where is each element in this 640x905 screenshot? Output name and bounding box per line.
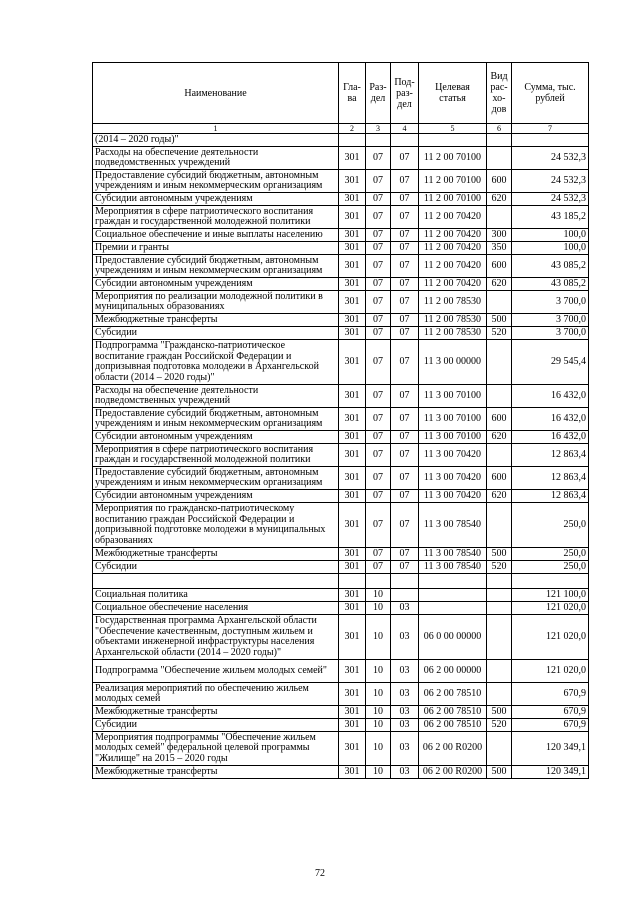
cell-chapter: 301	[339, 408, 366, 431]
column-number: 2	[339, 124, 366, 134]
cell-subsection: 03	[391, 602, 419, 615]
cell-name: Межбюджетные трансферты	[93, 766, 339, 779]
table-row	[93, 706, 589, 719]
cell-name: Субсидии	[93, 719, 339, 732]
cell-target: 06 2 00 R0200	[419, 766, 487, 779]
cell-amount: 3 700,0	[512, 291, 589, 314]
table-row	[93, 561, 589, 574]
table-row	[93, 467, 589, 490]
cell-subsection: 07	[391, 561, 419, 574]
cell-target	[419, 602, 487, 615]
table-row	[93, 431, 589, 444]
cell-amount: 100,0	[512, 229, 589, 242]
cell-expense-type	[487, 147, 512, 170]
cell-name: Предоставление субсидий бюджетным, автономным учреждениям и иным некоммерческим организациям	[93, 255, 339, 278]
cell-name: Межбюджетные трансферты	[93, 314, 339, 327]
cell-chapter: 301	[339, 503, 366, 548]
cell-section: 07	[366, 193, 391, 206]
cell-section: 10	[366, 615, 391, 660]
cell-expense-type: 600	[487, 170, 512, 193]
cell-expense-type: 300	[487, 229, 512, 242]
page-number: 72	[315, 868, 325, 879]
cell-amount: 250,0	[512, 548, 589, 561]
cell-section: 10	[366, 719, 391, 732]
cell-name: Субсидии автономным учреждениям	[93, 490, 339, 503]
cell-expense-type	[487, 683, 512, 706]
table-row	[93, 340, 589, 385]
table-row	[93, 278, 589, 291]
cell-amount: 670,9	[512, 683, 589, 706]
cell-subsection: 03	[391, 683, 419, 706]
cell-chapter: 301	[339, 766, 366, 779]
column-header-expense-type: Вид рас-хо-дов	[487, 63, 512, 124]
cell-subsection: 07	[391, 278, 419, 291]
table-row	[93, 408, 589, 431]
cell-expense-type: 620	[487, 431, 512, 444]
cell-amount: 250,0	[512, 503, 589, 548]
cell-section: 10	[366, 706, 391, 719]
cell-target: 11 3 00 70100	[419, 385, 487, 408]
cell-expense-type: 500	[487, 314, 512, 327]
cell-chapter	[339, 134, 366, 147]
cell-target: 11 2 00 70420	[419, 229, 487, 242]
cell-section: 10	[366, 660, 391, 683]
cell-expense-type: 600	[487, 255, 512, 278]
cell-target: 11 2 00 70100	[419, 193, 487, 206]
budget-table	[92, 62, 589, 779]
cell-expense-type	[487, 732, 512, 766]
cell-section: 07	[366, 408, 391, 431]
cell-subsection: 07	[391, 385, 419, 408]
cell-amount: 43 185,2	[512, 206, 589, 229]
cell-chapter: 301	[339, 719, 366, 732]
column-header-target: Целевая статья	[419, 63, 487, 124]
cell-chapter: 301	[339, 255, 366, 278]
cell-section: 07	[366, 147, 391, 170]
cell-target: 11 3 00 78540	[419, 561, 487, 574]
table-row	[93, 242, 589, 255]
table-row	[93, 229, 589, 242]
cell-expense-type	[487, 134, 512, 147]
cell-section: 10	[366, 589, 391, 602]
cell-amount: 121 020,0	[512, 660, 589, 683]
cell-section: 07	[366, 340, 391, 385]
cell-amount: 250,0	[512, 561, 589, 574]
cell-expense-type	[487, 660, 512, 683]
table-row	[93, 147, 589, 170]
cell-target	[419, 574, 487, 589]
cell-section: 07	[366, 431, 391, 444]
table-row	[93, 314, 589, 327]
cell-expense-type	[487, 574, 512, 589]
cell-subsection	[391, 574, 419, 589]
cell-target: 11 2 00 78530	[419, 314, 487, 327]
cell-chapter: 301	[339, 615, 366, 660]
cell-subsection: 03	[391, 719, 419, 732]
cell-section: 07	[366, 242, 391, 255]
table-row	[93, 170, 589, 193]
cell-target: 11 2 00 70100	[419, 147, 487, 170]
column-header-name: Наименование	[93, 63, 339, 124]
cell-subsection: 07	[391, 242, 419, 255]
cell-subsection: 07	[391, 147, 419, 170]
cell-amount: 12 863,4	[512, 490, 589, 503]
cell-chapter: 301	[339, 561, 366, 574]
cell-section: 07	[366, 503, 391, 548]
cell-section: 07	[366, 291, 391, 314]
table-row	[93, 327, 589, 340]
cell-amount: 43 085,2	[512, 278, 589, 291]
cell-subsection: 07	[391, 467, 419, 490]
cell-amount: 121 020,0	[512, 602, 589, 615]
cell-name: Мероприятия по реализации молодежной политики в муниципальных образованиях	[93, 291, 339, 314]
cell-expense-type: 620	[487, 193, 512, 206]
cell-target: 06 2 00 78510	[419, 683, 487, 706]
cell-chapter: 301	[339, 683, 366, 706]
table-row	[93, 444, 589, 467]
cell-subsection: 07	[391, 548, 419, 561]
cell-amount: 100,0	[512, 242, 589, 255]
cell-name: Премии и гранты	[93, 242, 339, 255]
cell-name: Государственная программа Архангельской области "Обеспечение качественным, доступным жильем и объектами инженерной инфраструктуры населения Архангельской области (2014 – 2020 годы)"	[93, 615, 339, 660]
cell-chapter: 301	[339, 291, 366, 314]
table-row	[93, 574, 589, 589]
cell-target: 11 2 00 70420	[419, 206, 487, 229]
table-row	[93, 206, 589, 229]
cell-amount: 16 432,0	[512, 431, 589, 444]
table-row	[93, 255, 589, 278]
cell-subsection: 07	[391, 206, 419, 229]
cell-expense-type: 500	[487, 548, 512, 561]
cell-amount: 12 863,4	[512, 467, 589, 490]
cell-expense-type	[487, 385, 512, 408]
cell-subsection: 07	[391, 431, 419, 444]
cell-name: Предоставление субсидий бюджетным, автономным учреждениям и иным некоммерческим организациям	[93, 467, 339, 490]
cell-chapter: 301	[339, 206, 366, 229]
cell-name: Предоставление субсидий бюджетным, автономным учреждениям и иным некоммерческим организациям	[93, 408, 339, 431]
cell-name: Расходы на обеспечение деятельности подведомственных учреждений	[93, 385, 339, 408]
cell-section: 10	[366, 732, 391, 766]
cell-chapter: 301	[339, 548, 366, 561]
cell-name	[93, 574, 339, 589]
cell-amount: 3 700,0	[512, 327, 589, 340]
cell-expense-type: 350	[487, 242, 512, 255]
cell-amount: 121 100,0	[512, 589, 589, 602]
cell-name: Субсидии автономным учреждениям	[93, 431, 339, 444]
column-number: 3	[366, 124, 391, 134]
cell-name: Субсидии автономным учреждениям	[93, 278, 339, 291]
cell-subsection: 07	[391, 327, 419, 340]
cell-subsection	[391, 134, 419, 147]
cell-name: Субсидии	[93, 561, 339, 574]
cell-subsection: 07	[391, 314, 419, 327]
cell-amount: 29 545,4	[512, 340, 589, 385]
cell-chapter: 301	[339, 385, 366, 408]
cell-subsection: 03	[391, 732, 419, 766]
cell-target: 11 2 00 70420	[419, 255, 487, 278]
cell-amount: 670,9	[512, 719, 589, 732]
table-row	[93, 766, 589, 779]
cell-section: 10	[366, 683, 391, 706]
cell-subsection: 07	[391, 170, 419, 193]
cell-subsection: 03	[391, 660, 419, 683]
cell-amount: 16 432,0	[512, 408, 589, 431]
cell-chapter: 301	[339, 242, 366, 255]
cell-expense-type: 520	[487, 327, 512, 340]
table-body	[93, 134, 589, 779]
cell-name: Мероприятия подпрограммы "Обеспечение жильем молодых семей" федеральной целевой программы "Жилище" на 2015 – 2020 годы	[93, 732, 339, 766]
cell-chapter: 301	[339, 490, 366, 503]
cell-chapter: 301	[339, 193, 366, 206]
cell-chapter: 301	[339, 660, 366, 683]
cell-name: Мероприятия в сфере патриотического воспитания граждан и государственной молодежной политики	[93, 206, 339, 229]
cell-expense-type	[487, 602, 512, 615]
table-row	[93, 385, 589, 408]
table-row	[93, 719, 589, 732]
cell-chapter: 301	[339, 327, 366, 340]
cell-chapter: 301	[339, 170, 366, 193]
cell-name: Подпрограмма "Обеспечение жильем молодых семей"	[93, 660, 339, 683]
cell-target: 11 3 00 70420	[419, 467, 487, 490]
cell-expense-type: 620	[487, 278, 512, 291]
header-row	[93, 63, 589, 124]
cell-name: (2014 – 2020 годы)"	[93, 134, 339, 147]
cell-name: Субсидии	[93, 327, 339, 340]
cell-expense-type	[487, 340, 512, 385]
cell-subsection: 07	[391, 255, 419, 278]
cell-target: 11 3 00 00000	[419, 340, 487, 385]
cell-section: 07	[366, 314, 391, 327]
cell-chapter: 301	[339, 278, 366, 291]
cell-chapter	[339, 574, 366, 589]
cell-name: Межбюджетные трансферты	[93, 548, 339, 561]
cell-chapter: 301	[339, 444, 366, 467]
cell-expense-type: 600	[487, 467, 512, 490]
cell-section: 07	[366, 467, 391, 490]
cell-amount: 16 432,0	[512, 385, 589, 408]
table-row	[93, 589, 589, 602]
cell-subsection: 07	[391, 503, 419, 548]
cell-chapter: 301	[339, 340, 366, 385]
cell-target: 11 3 00 78540	[419, 503, 487, 548]
cell-target: 11 2 00 70420	[419, 278, 487, 291]
cell-expense-type	[487, 615, 512, 660]
cell-name: Социальное обеспечение и иные выплаты населению	[93, 229, 339, 242]
cell-name: Расходы на обеспечение деятельности подведомственных учреждений	[93, 147, 339, 170]
cell-section	[366, 574, 391, 589]
cell-section: 07	[366, 548, 391, 561]
cell-chapter: 301	[339, 706, 366, 719]
cell-expense-type: 600	[487, 408, 512, 431]
cell-target: 11 3 00 70100	[419, 408, 487, 431]
cell-amount	[512, 574, 589, 589]
cell-section: 07	[366, 490, 391, 503]
cell-section: 07	[366, 561, 391, 574]
cell-expense-type: 620	[487, 490, 512, 503]
cell-subsection: 03	[391, 706, 419, 719]
cell-target: 06 2 00 78510	[419, 719, 487, 732]
cell-section: 07	[366, 327, 391, 340]
cell-amount: 120 349,1	[512, 732, 589, 766]
column-header-subsection: Под-раз-дел	[391, 63, 419, 124]
table-row	[93, 193, 589, 206]
cell-chapter: 301	[339, 602, 366, 615]
column-header-amount: Сумма, тыс. рублей	[512, 63, 589, 124]
cell-section	[366, 134, 391, 147]
cell-target	[419, 134, 487, 147]
cell-section: 10	[366, 602, 391, 615]
cell-subsection: 07	[391, 291, 419, 314]
table-row	[93, 683, 589, 706]
cell-target: 11 3 00 70100	[419, 431, 487, 444]
cell-amount: 24 532,3	[512, 170, 589, 193]
cell-chapter: 301	[339, 431, 366, 444]
cell-target: 06 2 00 R0200	[419, 732, 487, 766]
cell-amount	[512, 134, 589, 147]
cell-expense-type: 500	[487, 706, 512, 719]
table-row	[93, 732, 589, 766]
cell-amount: 43 085,2	[512, 255, 589, 278]
cell-subsection: 03	[391, 766, 419, 779]
cell-chapter: 301	[339, 314, 366, 327]
column-number: 4	[391, 124, 419, 134]
cell-subsection: 07	[391, 193, 419, 206]
cell-amount: 670,9	[512, 706, 589, 719]
table-row	[93, 490, 589, 503]
cell-section: 07	[366, 255, 391, 278]
table-row	[93, 660, 589, 683]
cell-section: 07	[366, 170, 391, 193]
cell-target: 11 3 00 70420	[419, 490, 487, 503]
cell-expense-type: 520	[487, 561, 512, 574]
cell-expense-type	[487, 291, 512, 314]
cell-amount: 12 863,4	[512, 444, 589, 467]
cell-section: 07	[366, 278, 391, 291]
cell-expense-type	[487, 589, 512, 602]
cell-name: Мероприятия по гражданско-патриотическому воспитанию граждан Российской Федерации и допризывной подготовке молодежи в муниципальных образованиях	[93, 503, 339, 548]
cell-target	[419, 589, 487, 602]
column-number: 5	[419, 124, 487, 134]
table-row	[93, 291, 589, 314]
cell-amount: 24 532,3	[512, 193, 589, 206]
cell-chapter: 301	[339, 229, 366, 242]
cell-name: Подпрограмма "Гражданско-патриотическое воспитание граждан Российской Федерации и допризывная подготовка молодежи в Архангельской области (2014 – 2020 годы)"	[93, 340, 339, 385]
column-number: 7	[512, 124, 589, 134]
cell-expense-type: 520	[487, 719, 512, 732]
cell-subsection: 07	[391, 229, 419, 242]
table-row	[93, 503, 589, 548]
cell-section: 10	[366, 766, 391, 779]
cell-target: 11 2 00 70100	[419, 170, 487, 193]
cell-target: 11 3 00 78540	[419, 548, 487, 561]
table-row	[93, 548, 589, 561]
cell-subsection: 07	[391, 490, 419, 503]
cell-section: 07	[366, 385, 391, 408]
cell-name: Субсидии автономным учреждениям	[93, 193, 339, 206]
table-row	[93, 602, 589, 615]
cell-amount: 3 700,0	[512, 314, 589, 327]
cell-name: Социальное обеспечение населения	[93, 602, 339, 615]
table-row	[93, 615, 589, 660]
cell-target: 11 2 00 78530	[419, 327, 487, 340]
column-header-chapter: Гла-ва	[339, 63, 366, 124]
cell-amount: 24 532,3	[512, 147, 589, 170]
cell-amount: 121 020,0	[512, 615, 589, 660]
cell-target: 06 2 00 78510	[419, 706, 487, 719]
cell-amount: 120 349,1	[512, 766, 589, 779]
table-row	[93, 134, 589, 147]
cell-chapter: 301	[339, 467, 366, 490]
column-number: 1	[93, 124, 339, 134]
cell-expense-type	[487, 206, 512, 229]
cell-name: Межбюджетные трансферты	[93, 706, 339, 719]
cell-subsection: 07	[391, 340, 419, 385]
cell-target: 11 2 00 78530	[419, 291, 487, 314]
cell-target: 06 2 00 00000	[419, 660, 487, 683]
cell-subsection: 07	[391, 444, 419, 467]
cell-target: 11 2 00 70420	[419, 242, 487, 255]
cell-chapter: 301	[339, 732, 366, 766]
cell-name: Предоставление субсидий бюджетным, автономным учреждениям и иным некоммерческим организациям	[93, 170, 339, 193]
cell-section: 07	[366, 444, 391, 467]
column-number: 6	[487, 124, 512, 134]
cell-expense-type	[487, 503, 512, 548]
cell-section: 07	[366, 206, 391, 229]
cell-subsection: 07	[391, 408, 419, 431]
column-header-section: Раз-дел	[366, 63, 391, 124]
cell-chapter: 301	[339, 589, 366, 602]
cell-name: Мероприятия в сфере патриотического воспитания граждан и государственной молодежной политики	[93, 444, 339, 467]
cell-section: 07	[366, 229, 391, 242]
cell-name: Социальная политика	[93, 589, 339, 602]
cell-target: 11 3 00 70420	[419, 444, 487, 467]
column-number-row	[93, 124, 589, 134]
cell-chapter: 301	[339, 147, 366, 170]
cell-name: Реализация мероприятий по обеспечению жильем молодых семей	[93, 683, 339, 706]
cell-expense-type	[487, 444, 512, 467]
cell-subsection	[391, 589, 419, 602]
cell-expense-type: 500	[487, 766, 512, 779]
cell-subsection: 03	[391, 615, 419, 660]
cell-target: 06 0 00 00000	[419, 615, 487, 660]
